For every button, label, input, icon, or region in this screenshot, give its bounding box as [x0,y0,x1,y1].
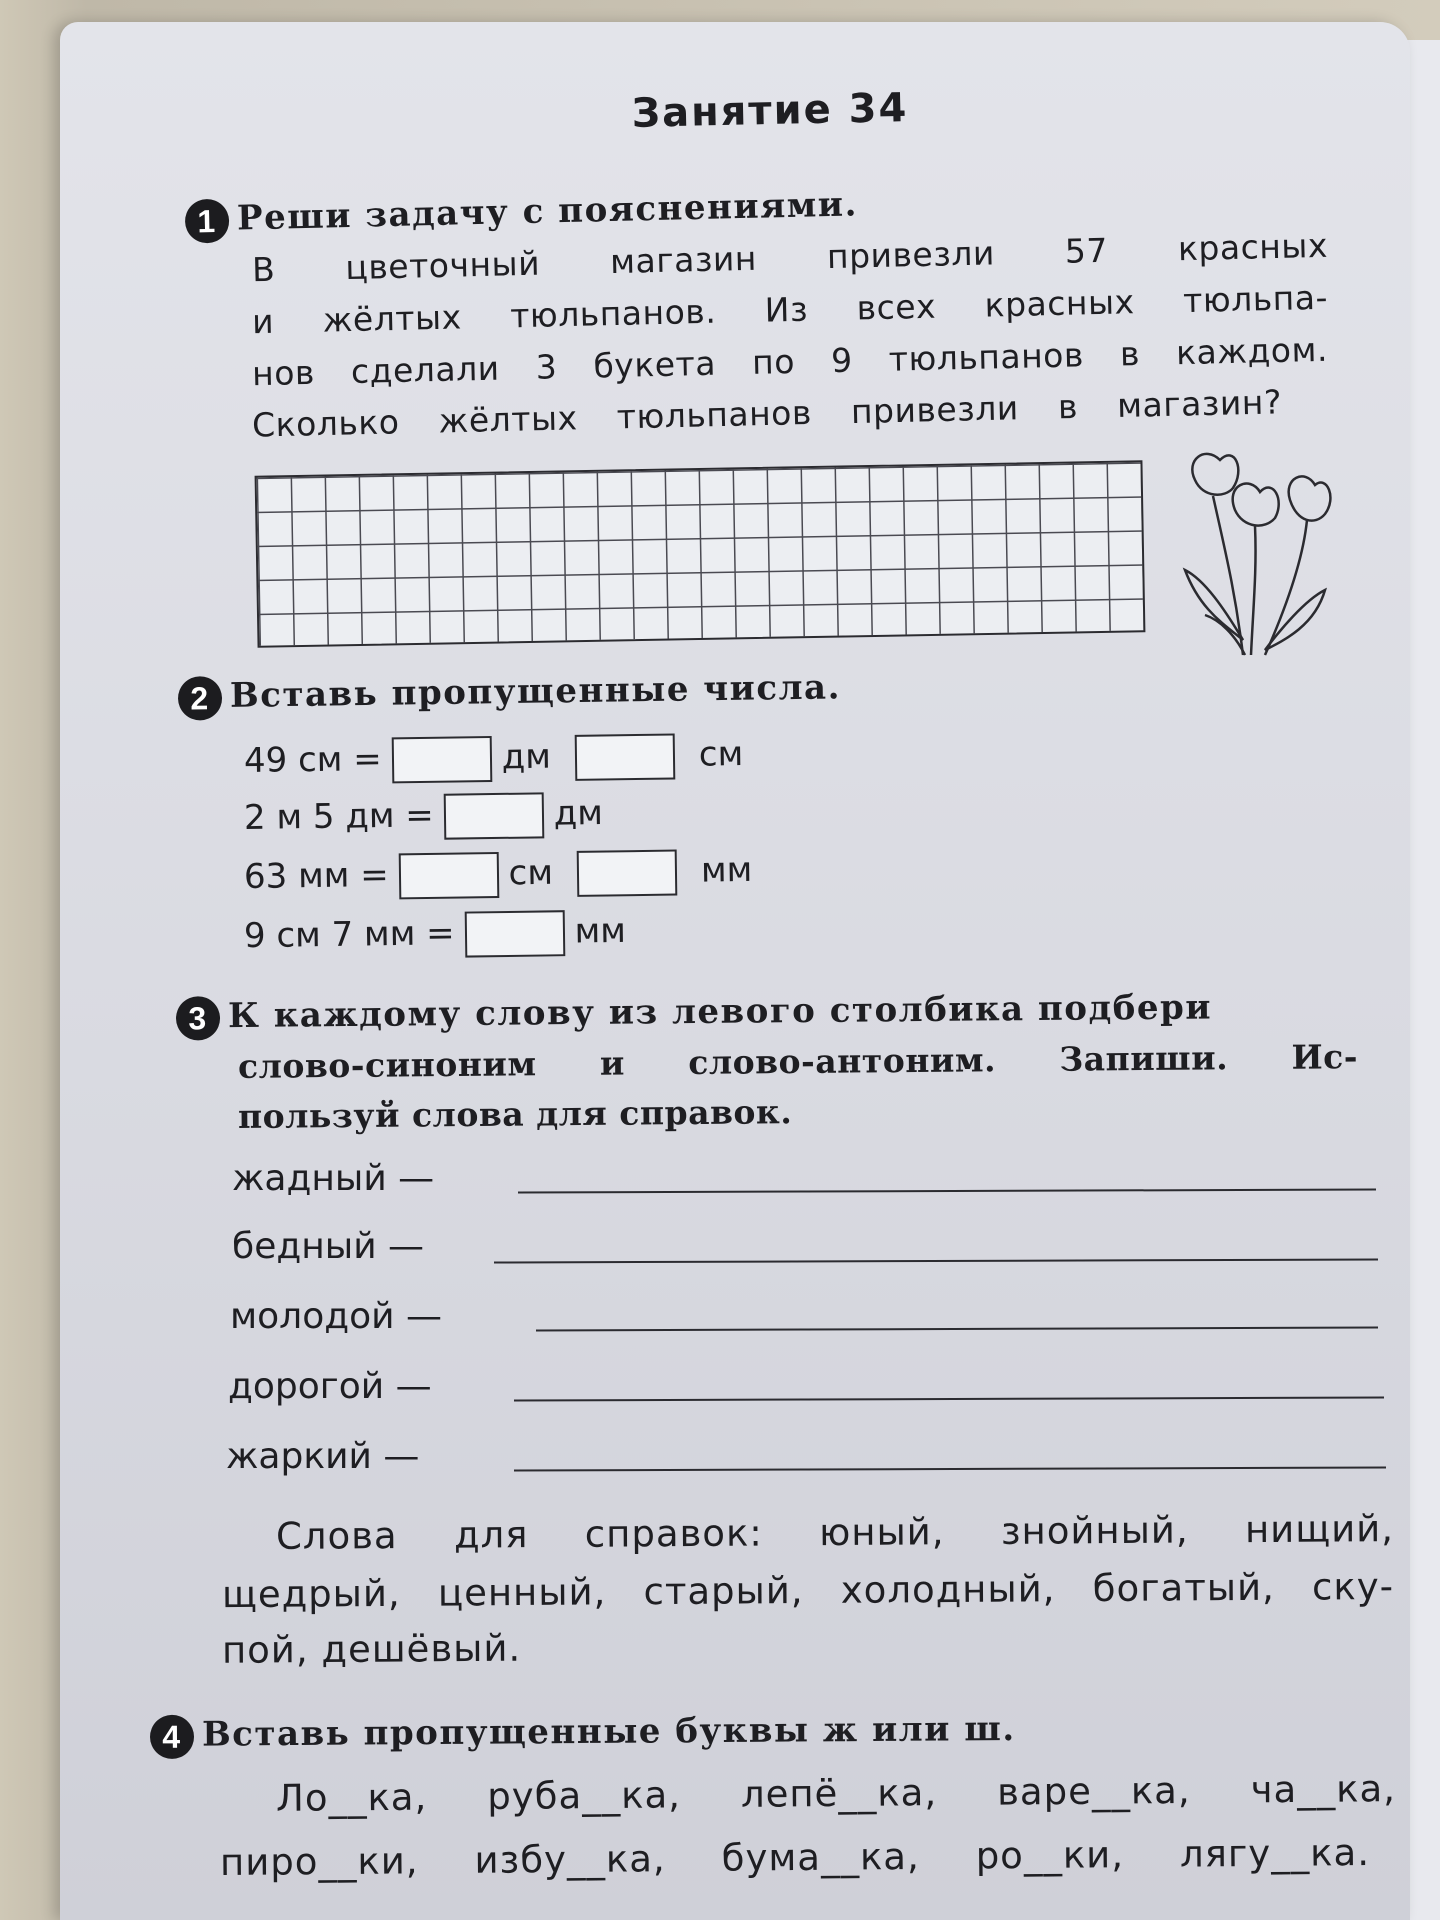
task2-row4-left: 9 см 7 мм = [243,913,455,957]
word-row-4 [228,1366,432,1407]
task4-line-1: Ло__ка, руба__ка, лепё__ка, варе__ка, ча__ка, [275,1767,1397,1820]
task2-heading-row [178,667,842,720]
task2-row-2 [244,791,604,842]
task3-number-badge: 3 [176,996,220,1040]
word-label: жаркий — [226,1436,420,1477]
task1-heading: Реши задачу с пояснениями. [236,184,859,239]
word-row-3 [230,1296,442,1337]
task4-number-badge: 4 [150,1715,194,1759]
task4-line-2: пиро__ки, избу__ка, бума__ка, ро__ки, лягу__ка. [219,1830,1371,1885]
task2-row1-left: 49 см = [243,739,382,781]
task2-row-1 [244,733,744,786]
answer-box[interactable] [391,736,492,783]
word-label: молодой — [230,1296,442,1337]
page-title: Занятие 34 [631,85,909,137]
word-row-5 [226,1436,419,1477]
task3-line-2: слово-синоним и слово-антоним. Запиши. Ис- [237,1037,1359,1086]
task2-row3-left: 63 мм = [243,855,389,898]
reference-line-3: пой, дешёвый. [221,1626,522,1672]
answer-box[interactable] [398,852,499,899]
task2-row3-unit2: мм [700,849,753,891]
answer-box[interactable] [443,792,544,839]
answer-box[interactable] [464,910,565,957]
reference-line-2: щедрый, ценный, старый, холодный, богатый, ску- [221,1564,1395,1617]
task2-row1-unit1: дм [501,736,552,778]
task2-row1-unit2: см [698,734,744,775]
task1-line-2: и жёлтых тюльпанов. Из всех красных тюльпа- [251,277,1329,342]
task1-line-1: В цветочный магазин привезли 57 красных [251,225,1329,290]
task2-row2-unit1: дм [553,792,604,834]
task1-line-3: нов сделали 3 букета по 9 тюльпанов в каждом. [251,329,1329,394]
tulips-illustration [1165,440,1345,670]
word-row-1 [232,1158,434,1199]
task2-heading: Вставь пропущенные числа. [229,667,842,716]
task2-number-badge: 2 [178,676,223,721]
task4-heading-row [150,1709,1016,1759]
answer-box[interactable] [577,850,678,897]
word-label: дорогой — [228,1366,432,1407]
task1-number-badge: 1 [185,199,230,244]
task2-row2-left: 2 м 5 дм = [243,795,435,839]
task3-line-1: К каждому слову из левого столбика подбери [227,987,1213,1037]
word-label: жадный — [232,1158,435,1199]
task2-row-3 [244,848,753,901]
word-row-2 [232,1226,424,1267]
task2-row4-unit1: мм [574,910,627,952]
task3-line-3: пользуй слова для справок. [237,1092,793,1137]
task4-heading: Вставь пропущенные буквы ж или ш. [201,1708,1016,1755]
word-label: бедный — [232,1226,425,1267]
task1-line-4: Сколько жёлтых тюльпанов привезли в магазин? [251,382,1283,445]
reference-line-1: Слова для справок: юный, знойный, нищий, [275,1507,1395,1558]
answer-box[interactable] [575,733,676,780]
task2-row-4 [244,909,627,960]
task2-row3-unit1: см [508,852,554,894]
task3-heading-row [176,987,1212,1040]
answer-grid[interactable] [255,460,1146,647]
